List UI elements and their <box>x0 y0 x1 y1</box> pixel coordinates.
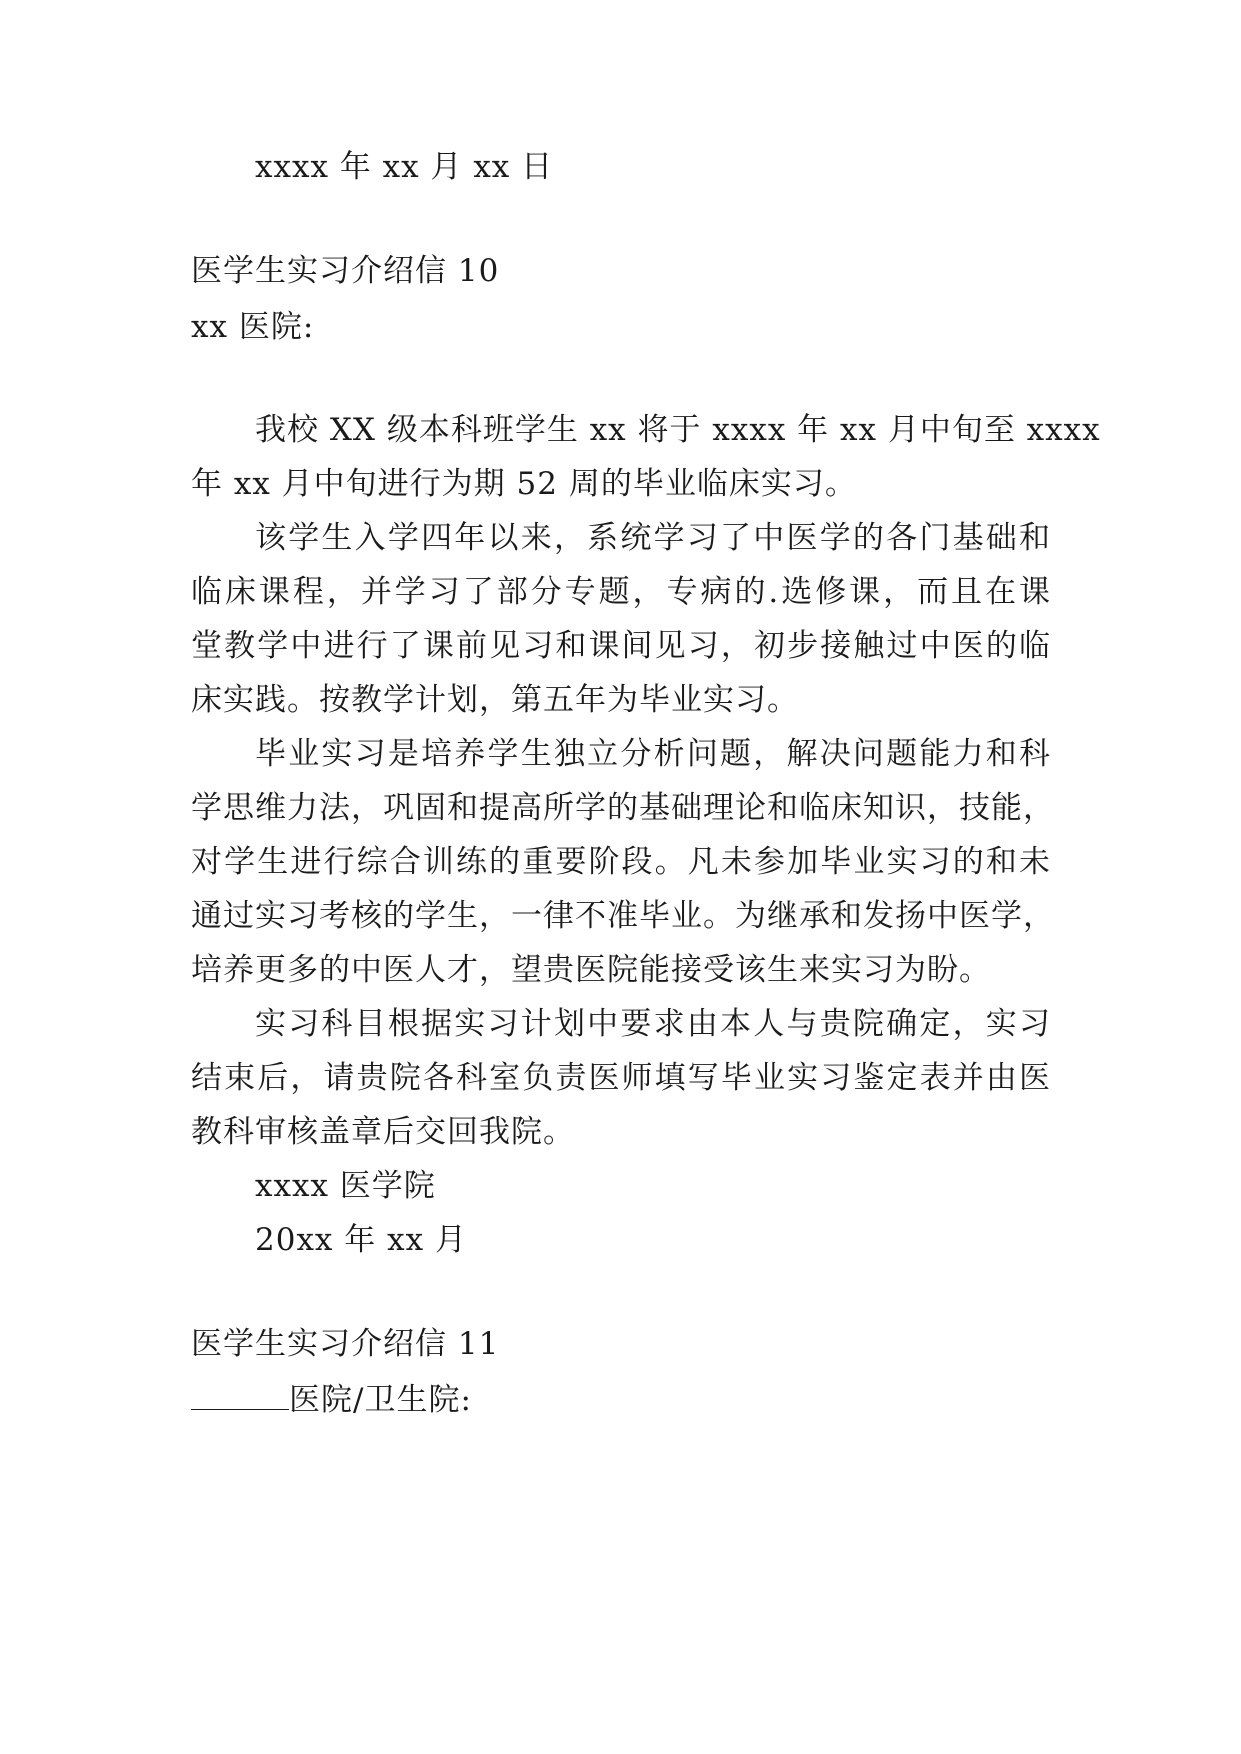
letter10-p3-line-4: 通过实习考核的学生，一律不准毕业。为继承和发扬中医学， <box>191 898 1055 934</box>
letter10-sign-date: 20xx 年 xx 月 <box>255 1222 467 1258</box>
fill-in-blank <box>191 1385 289 1410</box>
letter10-p4-line-1: 实习科目根据实习计划中要求由本人与贵院确定，实习 <box>255 1006 1051 1042</box>
letter10-p4-line-3: 教科审核盖章后交回我院。 <box>191 1114 575 1150</box>
letter10-title: 医学生实习介绍信 10 <box>191 253 500 289</box>
letter10-signature: xxxx 医学院 <box>255 1168 436 1204</box>
letter10-p1-line-1: 我校 XX 级本科班学生 xx 将于 xxxx 年 xx 月中旬至 xxxx <box>255 412 1101 448</box>
letter10-salutation: xx 医院: <box>191 309 315 345</box>
letter10-p2-line-3: 堂教学中进行了课前见习和课间见习，初步接触过中医的临 <box>191 628 1051 664</box>
letter10-p1-line-2: 年 xx 月中旬进行为期 52 周的毕业临床实习。 <box>191 466 857 502</box>
letter10-p2-line-2: 临床课程，并学习了部分专题，专病的.选修课，而且在课 <box>191 574 1051 610</box>
letter11-title: 医学生实习介绍信 11 <box>191 1326 500 1362</box>
letter11-salutation: 医院/卫生院: <box>289 1382 472 1418</box>
letter10-p2-line-4: 床实践。按教学计划，第五年为毕业实习。 <box>191 682 799 718</box>
letter10-p3-line-2: 学思维力法，巩固和提高所学的基础理论和临床知识，技能， <box>191 790 1055 826</box>
letter11-salutation-line <box>191 1381 1051 1419</box>
letter10-p4-line-2: 结束后，请贵院各科室负责医师填写毕业实习鉴定表并由医 <box>191 1060 1051 1096</box>
letter10-p3-line-3: 对学生进行综合训练的重要阶段。凡未参加毕业实习的和未 <box>191 844 1051 880</box>
letter10-top-date: xxxx 年 xx 月 xx 日 <box>255 149 554 185</box>
letter10-p2-line-1: 该学生入学四年以来，系统学习了中医学的各门基础和 <box>255 520 1051 556</box>
letter10-p3-line-1: 毕业实习是培养学生独立分析问题，解决问题能力和科 <box>255 736 1051 772</box>
letter10-p3-line-5: 培养更多的中医人才，望贵医院能接受该生来实习为盼。 <box>191 952 991 988</box>
